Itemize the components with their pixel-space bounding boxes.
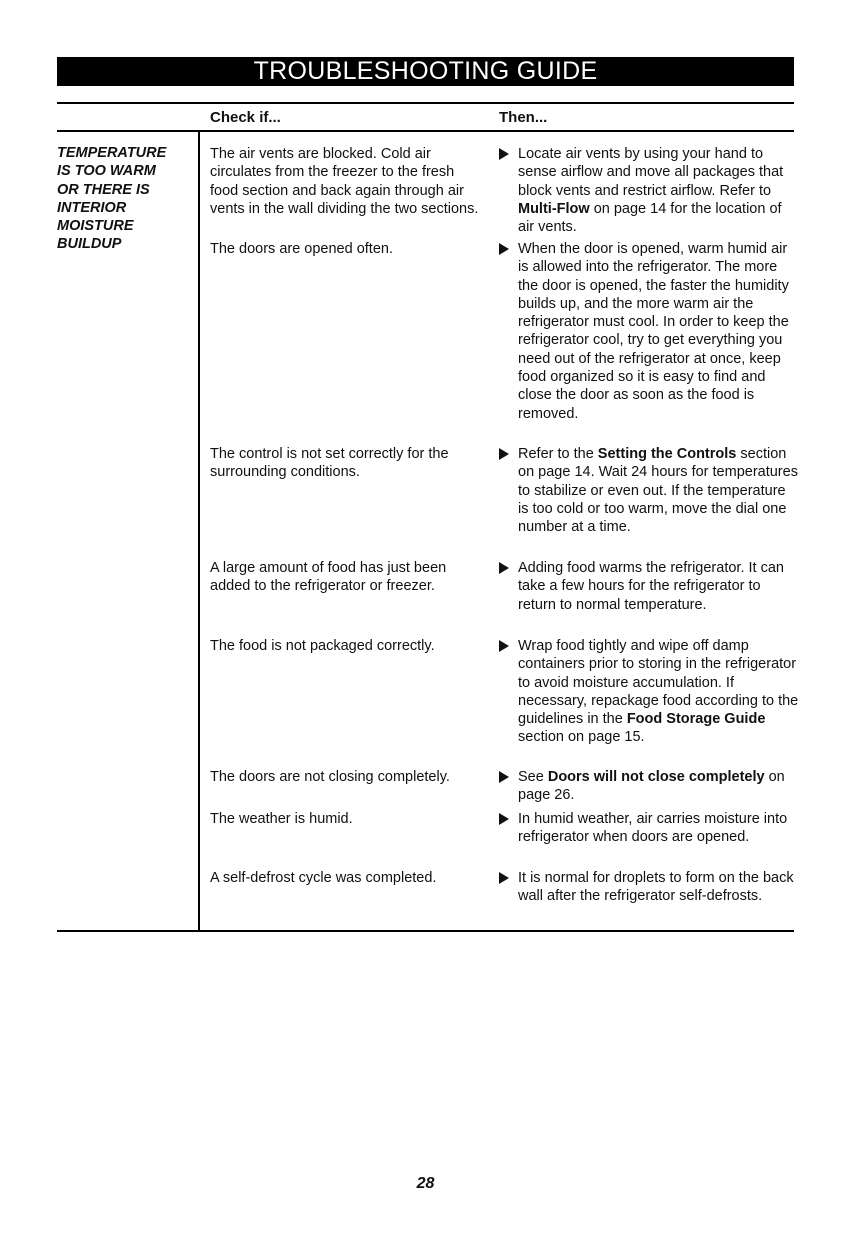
bullet-arrow-icon — [499, 562, 509, 574]
check-cell: The doors are not closing completely. — [210, 769, 450, 785]
check-cell: The control is not set correctly for the surrounding conditions. — [210, 446, 449, 481]
check-cell: The doors are opened often. — [210, 241, 393, 257]
topic-line: BUILDUP — [57, 236, 122, 253]
topic-line: OR THERE IS — [57, 181, 150, 198]
check-cell: A large amount of food has just been added to the refrigerator or freezer. — [210, 560, 447, 595]
bullet-arrow-icon — [499, 148, 509, 160]
check-cell: The air vents are blocked. Cold air circulates from the freezer to the fresh food section and back again through air vents in the wall dividing the two sections. — [210, 146, 479, 217]
then-cell: Wrap food tightly and wipe off damp containers prior to storing in the refrigerator to avoid moisture accumulation. If necessary, repackage food according to the guidelines in the Food Storage Guide section on page 15. — [499, 637, 799, 747]
then-cell: Adding food warms the refrigerator. It can take a few hours for the refrigerator to return to normal temperature. — [499, 559, 799, 614]
then-cell: See Doors will not close completely on page 26. — [499, 768, 799, 805]
problem-topic — [57, 144, 192, 254]
check-cell: The weather is humid. — [210, 811, 353, 827]
bullet-arrow-icon — [499, 243, 509, 255]
header-top-rule — [57, 102, 794, 104]
page-number: 28 — [416, 1175, 435, 1192]
topic-line: INTERIOR — [57, 199, 127, 216]
then-cell: In humid weather, air carries moisture into refrigerator when doors are opened. — [499, 810, 799, 847]
topic-line: IS TOO WARM — [57, 163, 156, 180]
then-header: Then... — [499, 109, 548, 126]
topic-line: MOISTURE — [57, 218, 134, 235]
column-divider — [198, 131, 200, 931]
bullet-arrow-icon — [499, 771, 509, 783]
guide-title-banner: TROUBLESHOOTING GUIDE — [57, 57, 794, 86]
header-bottom-rule — [57, 130, 794, 132]
then-cell: It is normal for droplets to form on the back wall after the refrigerator self-defrosts. — [499, 869, 799, 906]
then-cell: Locate air vents by using your hand to sense airflow and move all packages that block vents and restrict airflow. Refer to Multi-Flow on page 14 for the location of air vents. — [499, 145, 799, 236]
then-cell: When the door is opened, warm humid air is allowed into the refrigerator. The more the door is opened, the faster the humidity builds up, and the more warm air the refrigerator must cool. In order to keep the refrigerator cool, try to get everything you need out of the refrigerator at once, keep food organized so it is easy to find and close the door as soon as the food is removed. — [499, 240, 799, 423]
bullet-arrow-icon — [499, 640, 509, 652]
topic-line: TEMPERATURE — [57, 145, 167, 161]
bullet-arrow-icon — [499, 448, 509, 460]
then-cell: Refer to the Setting the Controls section on page 14. Wait 24 hours for temperatures to stabilize or even out. If the temperature is too cold or too warm, move the dial one number at a time. — [499, 445, 799, 536]
check-if-header: Check if... — [210, 109, 281, 126]
check-cell: The food is not packaged correctly. — [210, 638, 435, 654]
check-cell: A self-defrost cycle was completed. — [210, 870, 437, 886]
table-bottom-rule — [57, 930, 794, 932]
bullet-arrow-icon — [499, 813, 509, 825]
bullet-arrow-icon — [499, 872, 509, 884]
